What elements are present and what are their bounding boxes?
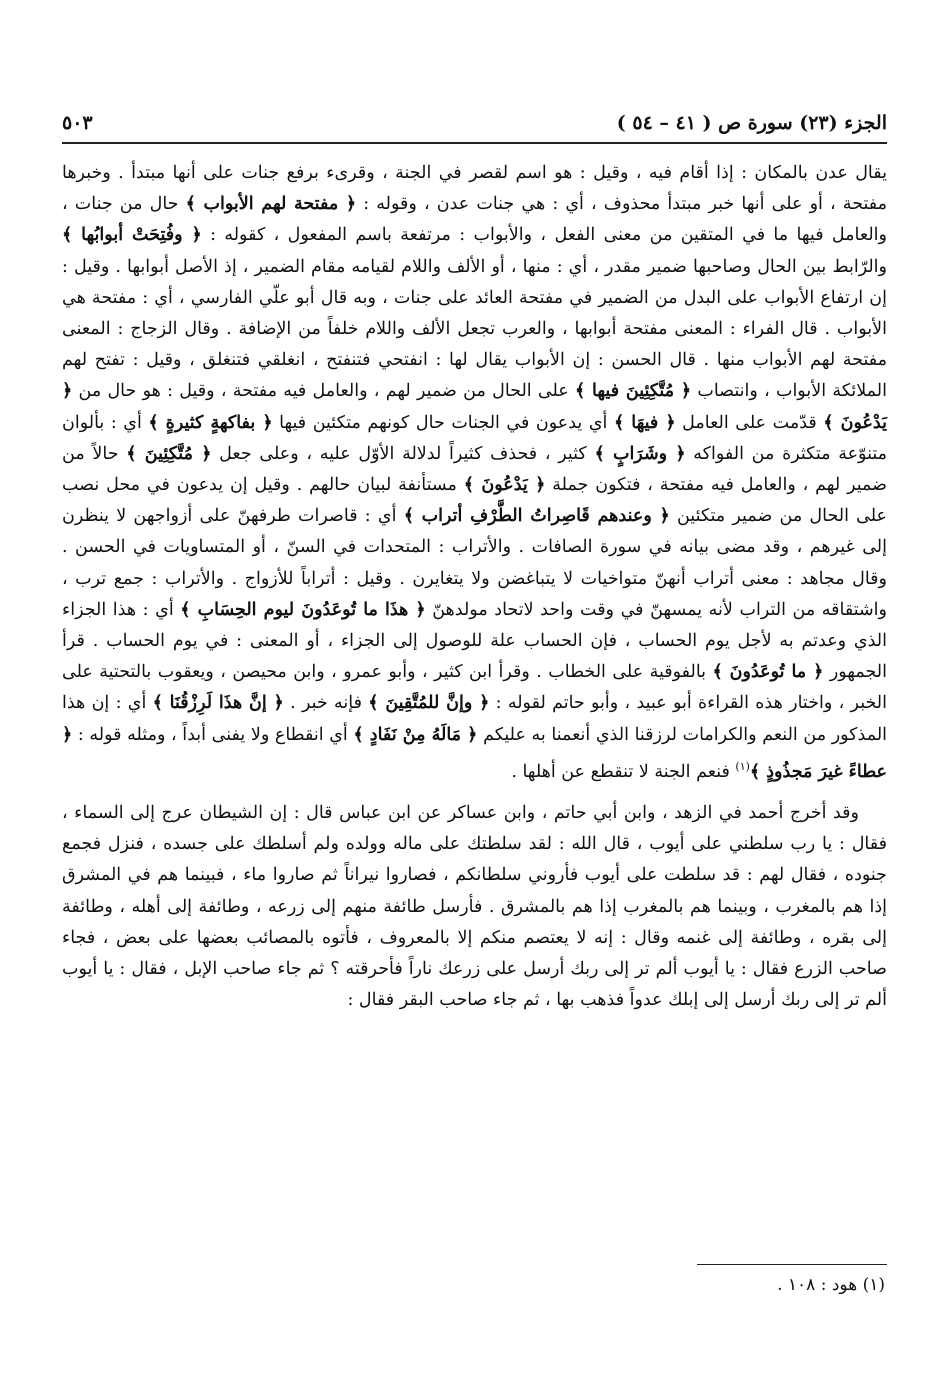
text-run: أي : هذا الجزاء الذي وعدتم به لأجل يوم الحساب ، فإن الحساب علة للوصول إلى الجزاء ، أو المعنى : في يوم الحساب . قرأ الجمهور	[62, 599, 887, 683]
quran-quote: ﴿ وإنَّ للمُتَّقِينَ ﴾	[368, 693, 490, 714]
quran-quote: ﴿ فيهَا ﴾	[613, 412, 676, 433]
text-run: قدّمت على العامل	[675, 412, 824, 433]
text-run: بالفوقية على الخطاب . وقرأ ابن كثير ، وأبو عمرو ، وابن محيصن ، ويعقوب بالتحتية على الخبر ، واختار هذه القراءة أبو عبيد ، وأبو حاتم لقوله :	[62, 662, 887, 714]
quran-quote: ﴿ بفاكهةٍ كثيرةٍ ﴾	[148, 412, 273, 433]
text-run: والرّابط بين الحال وصاحبها ضمير مقدر ، أي : منها ، أو الألف واللام لقيامه مقام الضمير ، إذ الأصل أبوابها . وقيل : إن ارتفاع الأبواب على البدل من الضمير في مفتحة العائد على جنات ، وبه قال أبو علّي الفارسي ، أي : مفتحة هي الأبواب . قال الفراء : المعنى مفتحة أبوابها ، والعرب تجعل الألف واللام خلفاً من الإضافة . وقال الزجاج : المعنى مفتحة لهم الأبواب منها . قال الحسن : إن الأبواب يقال لها : انفتحي فتنفتح ، انغلقي فتنغلق ، وقيل : تفتح لهم الملائكة الأبواب ، وانتصاب	[62, 256, 887, 402]
text-run: وقد أخرج أحمد في الزهد ، وابن أبي حاتم ، وابن عساكر عن ابن عباس قال : إن الشيطان عرج إلى السماء ، فقال : يا رب سلطني على أيوب ، قال الله : لقد سلطتك على ماله وولده ولم أسلطك على جسده ، فنزل فجمع جنوده ، فقال لهم : قد سلطت على أيوب فأروني سلطانكم ، فصاروا نيراناً ثم صاروا ماء ، فبينما هم في المشرق إذا هم بالمغرب ، وبينما هم بالمغرب إذا هم بالمشرق . فأرسل طائفة منهم إلى زرعه ، وطائفة إلى أهله ، وطائفة إلى بقره ، وطائفة إلى غنمه وقال : إنه لا يعتصم منكم إلا بالمعروف ، فأتوه بالمصائب بعضها على بعض ، فجاء صاحب الزرع فقال : يا أيوب ألم تر إلى ربك أرسل على زرعك ناراً فأحرقته ؟ ثم جاء صاحب الإبل ، فقال : يا أيوب ألم تر إلى ربك أرسل إلى إبلك عدواً فذهب بها ، ثم جاء صاحب البقر فقال :	[62, 802, 887, 1011]
quran-quote: ﴿ مفتحة لهم الأبواب ﴾	[185, 194, 357, 215]
footnotes	[777, 1272, 885, 1298]
quran-quote: ﴿ وعندهم قَاصِراتُ الطَّرْفِ أتراب ﴾	[403, 506, 670, 527]
text-run: أي يدعون في الجنات حال كونهم متكئين فيها	[272, 412, 614, 433]
text-run: يقال عدن بالمكان : إذا أقام فيه ، وقيل : هو اسم لقصر في الجنة ، وقرىء برفع جنات على أنها مبتدأ . وخبرها مفتحة ، أو على أنها خبر مبتدأ محذوف ، أي : هي جنات عدن ، وقوله :	[62, 163, 887, 215]
footnote-divider	[697, 1264, 887, 1265]
text-run: حال من جنات ، والعامل فيها ما في المتقين من معنى الفعل ، والأبواب : مرتفعة باسم المفعول ، كقوله :	[62, 194, 887, 246]
quran-quote: ﴿ عطاءً غيرَ مَجذُوذٍ ﴾	[62, 724, 887, 782]
text-run: أي انقطاع ولا يفنى أبداً ، ومثله قوله :	[72, 724, 354, 745]
text-run: فنعم الجنة لا تنقطع عن أهلها .	[511, 761, 736, 782]
text-run: أي : إن هذا المذكور من النعم والكرامات لرزقنا الذي أنعمنا به عليكم	[62, 693, 888, 745]
page-header	[62, 106, 887, 140]
quran-quote: ﴿ مُتَّكِئِينَ ﴾	[126, 443, 212, 464]
footnote-item: (١) هود : ١٠٨ .	[777, 1275, 885, 1295]
quran-quote: ﴿ مَالَهُ مِنْ نَفَادٍ ﴾	[353, 724, 478, 745]
paragraph	[62, 158, 887, 788]
footnote-ref: (١)	[735, 759, 750, 773]
running-title: الجزء (٢٣) سورة ص ( ٤١ – ٥٤ )	[616, 112, 887, 134]
quran-quote: ﴿ وفُتِحَتْ أبوابُها ﴾	[62, 225, 202, 246]
quran-quote: ﴿ يَدْعُونَ ﴾	[62, 381, 887, 433]
text-run: على الحال من ضمير لهم ، والعامل فيه مفتحة ، وقيل : هو حال من	[72, 381, 575, 402]
text-run: فإنه خبر .	[283, 693, 369, 714]
text-run: أي : بألوان متنوّعة متكثرة من الفواكه	[62, 412, 888, 464]
quran-quote: ﴿ هذَا ما تُوعَدُونَ ليوم الحِسَابِ ﴾	[180, 599, 426, 620]
text-run: أي : قاصرات طرفهنّ على أزواجهن لا ينظرن إلى غيرهم ، وقد مضى بيانه في سورة الصافات . والأتراب : المتحدات في السنّ ، أو المتساويات في الحسن . وقال مجاهد : معنى أتراب أنهنّ متواخيات لا يتباغضن ولا يتغايرن . وقيل : أتراباً للأزواج . والأتراب : جمع ترب ، واشتقاقه من التراب لأنه يمسهنّ في وقت واحد لاتحاد مولدهنّ	[62, 506, 887, 620]
quran-quote: ﴿ وشَرَابٍ ﴾	[594, 443, 686, 464]
quran-quote: ﴿ يَدْعُونَ ﴾	[463, 475, 546, 496]
paragraph	[62, 798, 887, 1016]
quran-quote: ﴿ ما تُوعَدُونَ ﴾	[712, 662, 824, 683]
quran-quote: ﴿ إنَّ هذَا لَرِزْقُنَا ﴾	[152, 693, 284, 714]
main-text	[62, 158, 887, 1016]
text-run: مستأنفة لبيان حالهم . وقيل إن يدعون في محل نصب على الحال من ضمير متكئين	[62, 475, 887, 527]
text-run: حالاً من ضمير لهم ، والعامل فيه مفتحة ، فتكون جملة	[62, 443, 887, 496]
page-number: ٥٠٣	[62, 112, 93, 134]
quran-quote: ﴿ مُتَّكِئِينَ فيها ﴾	[575, 381, 692, 402]
header-divider	[62, 142, 887, 144]
text-run: كثير ، فحذف كثيراً لدلالة الأوّل عليه ، وعلى جعل	[211, 443, 595, 464]
